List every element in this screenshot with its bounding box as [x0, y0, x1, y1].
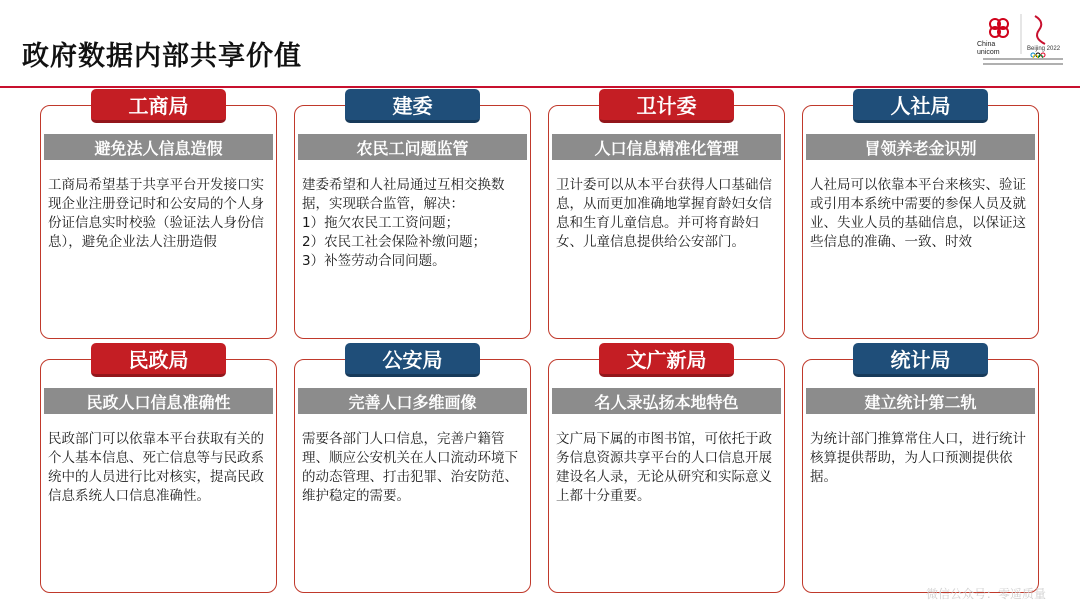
card-body-text: 需要各部门人口信息，完善户籍管理、顺应公安机关在人口流动环境下的动态管理、打击犯罪、治安防范、维护稳定的需要。: [302, 431, 518, 504]
card-body-text: 工商局希望基于共享平台开发接口实现企业注册登记时和公安局的个人身份证信息实时校验（验证法人身份信息），避免企业法人注册造假: [48, 177, 264, 250]
card-subtitle: 冒领养老金识别: [806, 134, 1035, 160]
dept-tag: 工商局: [91, 89, 226, 123]
dept-tag: 卫计委: [599, 89, 734, 123]
card-subtitle: 建立统计第二轨: [806, 388, 1035, 414]
dept-card: [294, 94, 531, 339]
dept-card: [802, 94, 1039, 339]
svg-text:Beijing 2022: Beijing 2022: [1027, 46, 1061, 52]
dept-card: [40, 348, 277, 593]
card-subtitle: 避免法人信息造假: [44, 134, 273, 160]
card-body-text: 人社局可以依靠本平台来核实、验证或引用本系统中需要的参保人员及就业、失业人员的基础信息，以保证这些信息的准确、一致、时效: [810, 177, 1026, 250]
svg-text:unicom: unicom: [977, 49, 1000, 56]
card-subtitle: 名人录弘扬本地特色: [552, 388, 781, 414]
dept-card: [294, 348, 531, 593]
dept-tag: 人社局: [853, 89, 988, 123]
card-subtitle: 农民工问题监管: [298, 134, 527, 160]
logo-caption-lines: [983, 58, 1063, 68]
card-subtitle: 人口信息精准化管理: [552, 134, 781, 160]
card-body-text: 为统计部门推算常住人口，进行统计核算提供帮助，为人口预测提供依据。: [810, 431, 1026, 485]
dept-card: [548, 348, 785, 593]
dept-tag: 统计局: [853, 343, 988, 377]
title-divider: [0, 86, 1080, 88]
card-body-text: 建委希望和人社局通过互相交换数据，实现联合监管，解决： 1）拖欠农民工工资问题； 2）农民工社会保险补缴问题； 3）补签劳动合同问题。: [302, 177, 505, 269]
svg-text:China: China: [977, 41, 996, 48]
card-body-text: 文广局下属的市图书馆，可依托于政务信息资源共享平台的人口信息开展建设名人录，无论从研究和实际意义上都十分重要。: [556, 431, 772, 504]
card-body-text: 民政部门可以依靠本平台获取有关的个人基本信息、死亡信息等与民政系统中的人员进行比对核实，提高民政信息系统人口信息准确性。: [48, 431, 264, 504]
watermark: 微信公众号：零遥质量: [925, 587, 1046, 601]
page-title: 政府数据内部共享价值: [22, 41, 302, 72]
dept-tag: 建委: [345, 89, 480, 123]
dept-card: [40, 94, 277, 339]
card-body-text: 卫计委可以从本平台获得人口基础信息，从而更加准确地掌握育龄妇女信息和生育儿童信息。并可将育龄妇女、儿童信息提供给公安部门。: [556, 177, 772, 250]
dept-card: [802, 348, 1039, 593]
dept-tag: 文广新局: [599, 343, 734, 377]
card-subtitle: 民政人口信息准确性: [44, 388, 273, 414]
dept-tag: 民政局: [91, 343, 226, 377]
dept-tag: 公安局: [345, 343, 480, 377]
dept-card: [548, 94, 785, 339]
card-subtitle: 完善人口多维画像: [298, 388, 527, 414]
